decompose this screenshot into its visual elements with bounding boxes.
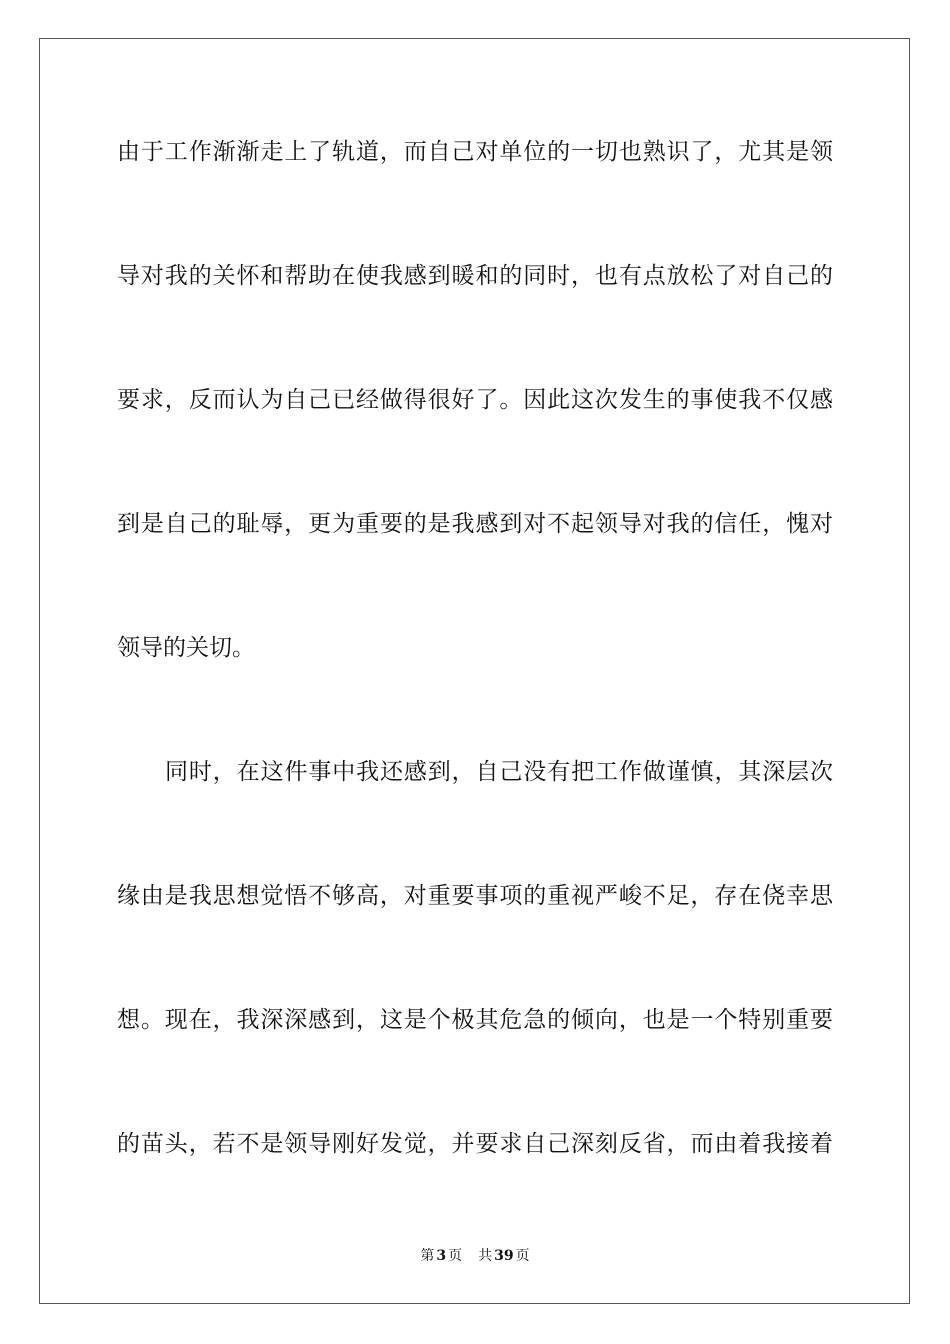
body-line-4: 到是自己的耻辱，更为重要的是我感到对不起领导对我的信任，愧对	[117, 511, 833, 537]
body-line-5: 领导的关切。	[117, 635, 255, 661]
page-current: 3	[436, 1248, 447, 1264]
body-line-9: 的苗头，若不是领导刚好发觉，并要求自己深刻反省，而由着我接着	[117, 1131, 833, 1157]
body-line-1: 由于工作渐渐走上了轨道，而自己对单位的一切也熟识了，尤其是领	[117, 139, 833, 165]
total-prefix: 共	[478, 1248, 493, 1264]
page-border	[39, 38, 910, 1304]
body-line-6: 同时，在这件事中我还感到，自己没有把工作做谨慎，其深层次	[165, 759, 833, 785]
page-suffix: 页	[448, 1248, 463, 1264]
total-suffix: 页	[515, 1248, 530, 1264]
page-footer	[0, 1246, 950, 1266]
body-line-8: 想。现在，我深深感到，这是个极其危急的倾向，也是一个特别重要	[117, 1007, 833, 1033]
page-prefix: 第	[420, 1248, 435, 1264]
page-total: 39	[494, 1248, 514, 1264]
body-line-3: 要求，反而认为自己已经做得很好了。因此这次发生的事使我不仅感	[117, 387, 833, 413]
body-line-2: 导对我的关怀和帮助在使我感到暖和的同时，也有点放松了对自己的	[117, 263, 833, 289]
body-line-7: 缘由是我思想觉悟不够高，对重要事项的重视严峻不足，存在侥幸思	[117, 883, 833, 909]
